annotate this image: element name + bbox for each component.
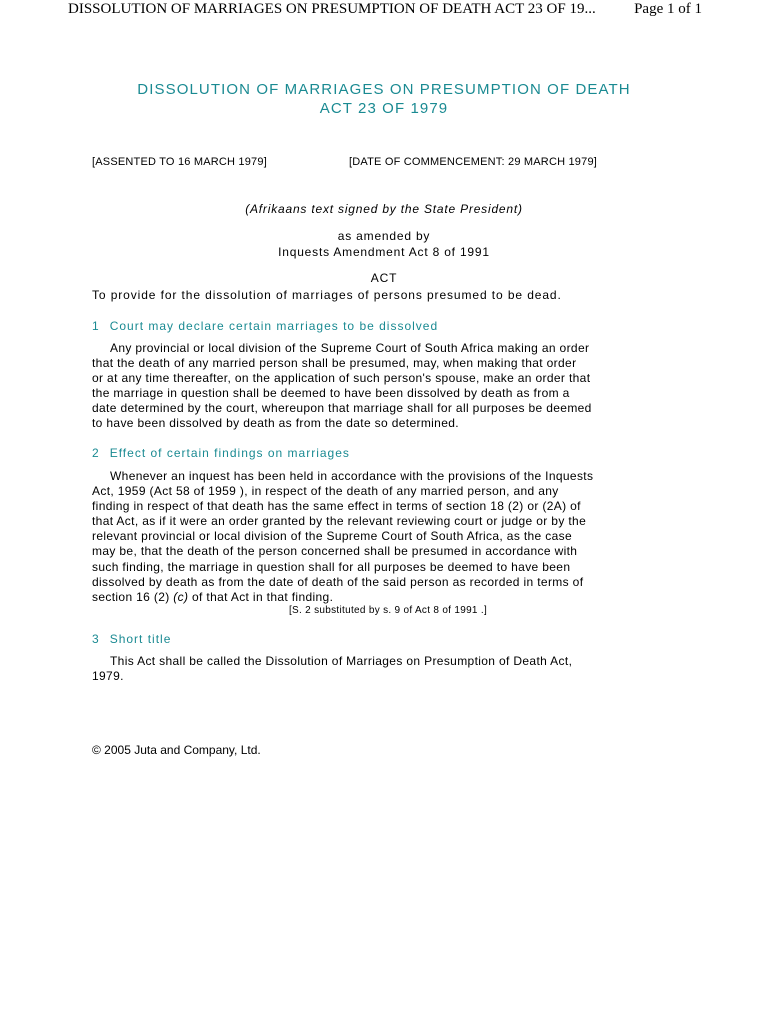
section-1-number: 1 [92, 319, 100, 333]
assent-date: [ASSENTED TO 16 MARCH 1979] [92, 156, 267, 168]
section-2-line: may be, that the death of the person concerned shall be presumed in accordance with [92, 544, 578, 559]
section-3-title: Short title [109, 632, 172, 646]
section-1-line: to have been dissolved by death as from the date so determined. [92, 416, 459, 431]
section-2-line: finding in respect of that death has the same effect in terms of section 18 (2) or (2A) of [92, 499, 581, 514]
amending-act: Inquests Amendment Act 8 of 1991 [278, 245, 490, 259]
section-1-heading [92, 319, 438, 333]
section-2-last-line [92, 590, 682, 605]
section-1-line: the marriage in question shall be deemed to have been dissolved by death as from a [92, 386, 570, 401]
amended-by-label: as amended by [337, 229, 431, 243]
section-2-text [92, 469, 682, 605]
running-header [68, 0, 702, 20]
copyright-notice: © 2005 Juta and Company, Ltd. [92, 743, 261, 757]
section-1-line: or at any time thereafter, on the application of such person's spouse, make an order that [92, 371, 591, 386]
section-2-last-line-post: of that Act in that finding. [188, 589, 334, 604]
section-2-line: Act, 1959 (Act 58 of 1959 ), in respect of the death of any married person, and any [92, 484, 559, 499]
commencement-date: [DATE OF COMMENCEMENT: 29 MARCH 1979] [349, 156, 598, 168]
act-label: ACT [370, 271, 398, 285]
section-2-line: dissolved by death as from the date of death of the said person as recorded in terms of [92, 574, 584, 589]
section-2-line: that Act, as if it were an order granted by the relevant reviewing court or judge or by the [92, 514, 587, 529]
section-2-heading [92, 446, 350, 460]
section-2-line: such finding, the marriage in question shall for all purposes be deemed to have been [92, 559, 571, 574]
section-3-heading [92, 632, 171, 646]
section-1-title: Court may declare certain marriages to be dissolved [109, 319, 439, 333]
page-number: Page 1 of 1 [634, 1, 702, 17]
act-title-line-1: DISSOLUTION OF MARRIAGES ON PRESUMPTION OF DEATH [137, 81, 631, 98]
section-2-paragraph-ref: (c) [173, 589, 189, 604]
section-2-amendment-note: [S. 2 substituted by s. 9 of Act 8 of 1991 .] [288, 605, 488, 616]
section-1-line: that the death of any married person shall be presumed, may, when making that order [92, 356, 577, 371]
section-2-last-line-pre: section 16 (2) [92, 589, 174, 604]
act-title [80, 80, 688, 118]
long-title: To provide for the dissolution of marriages of persons presumed to be dead. [92, 288, 562, 302]
section-3-text [92, 654, 682, 684]
section-1-line: Any provincial or local division of the Supreme Court of South Africa making an order [110, 341, 590, 355]
signed-note: (Afrikaans text signed by the State President) [245, 202, 523, 216]
section-1-line: date determined by the court, whereupon that marriage shall for all purposes be deemed [92, 401, 592, 416]
section-2-number: 2 [92, 446, 100, 460]
section-2-line: relevant provincial or local division of the Supreme Court of South Africa, as the case [92, 529, 573, 544]
act-title-line-2: ACT 23 OF 1979 [319, 100, 449, 117]
section-2-line: Whenever an inquest has been held in accordance with the provisions of the Inquests [110, 469, 594, 483]
running-header-title: DISSOLUTION OF MARRIAGES ON PRESUMPTION OF DEATH ACT 23 OF 19... [68, 1, 596, 17]
section-3-line: This Act shall be called the Dissolution of Marriages on Presumption of Death Act, [110, 654, 573, 668]
section-2-title: Effect of certain findings on marriages [109, 446, 350, 460]
section-3-number: 3 [92, 632, 100, 646]
section-3-line: 1979. [92, 669, 124, 684]
section-1-text [92, 341, 682, 432]
